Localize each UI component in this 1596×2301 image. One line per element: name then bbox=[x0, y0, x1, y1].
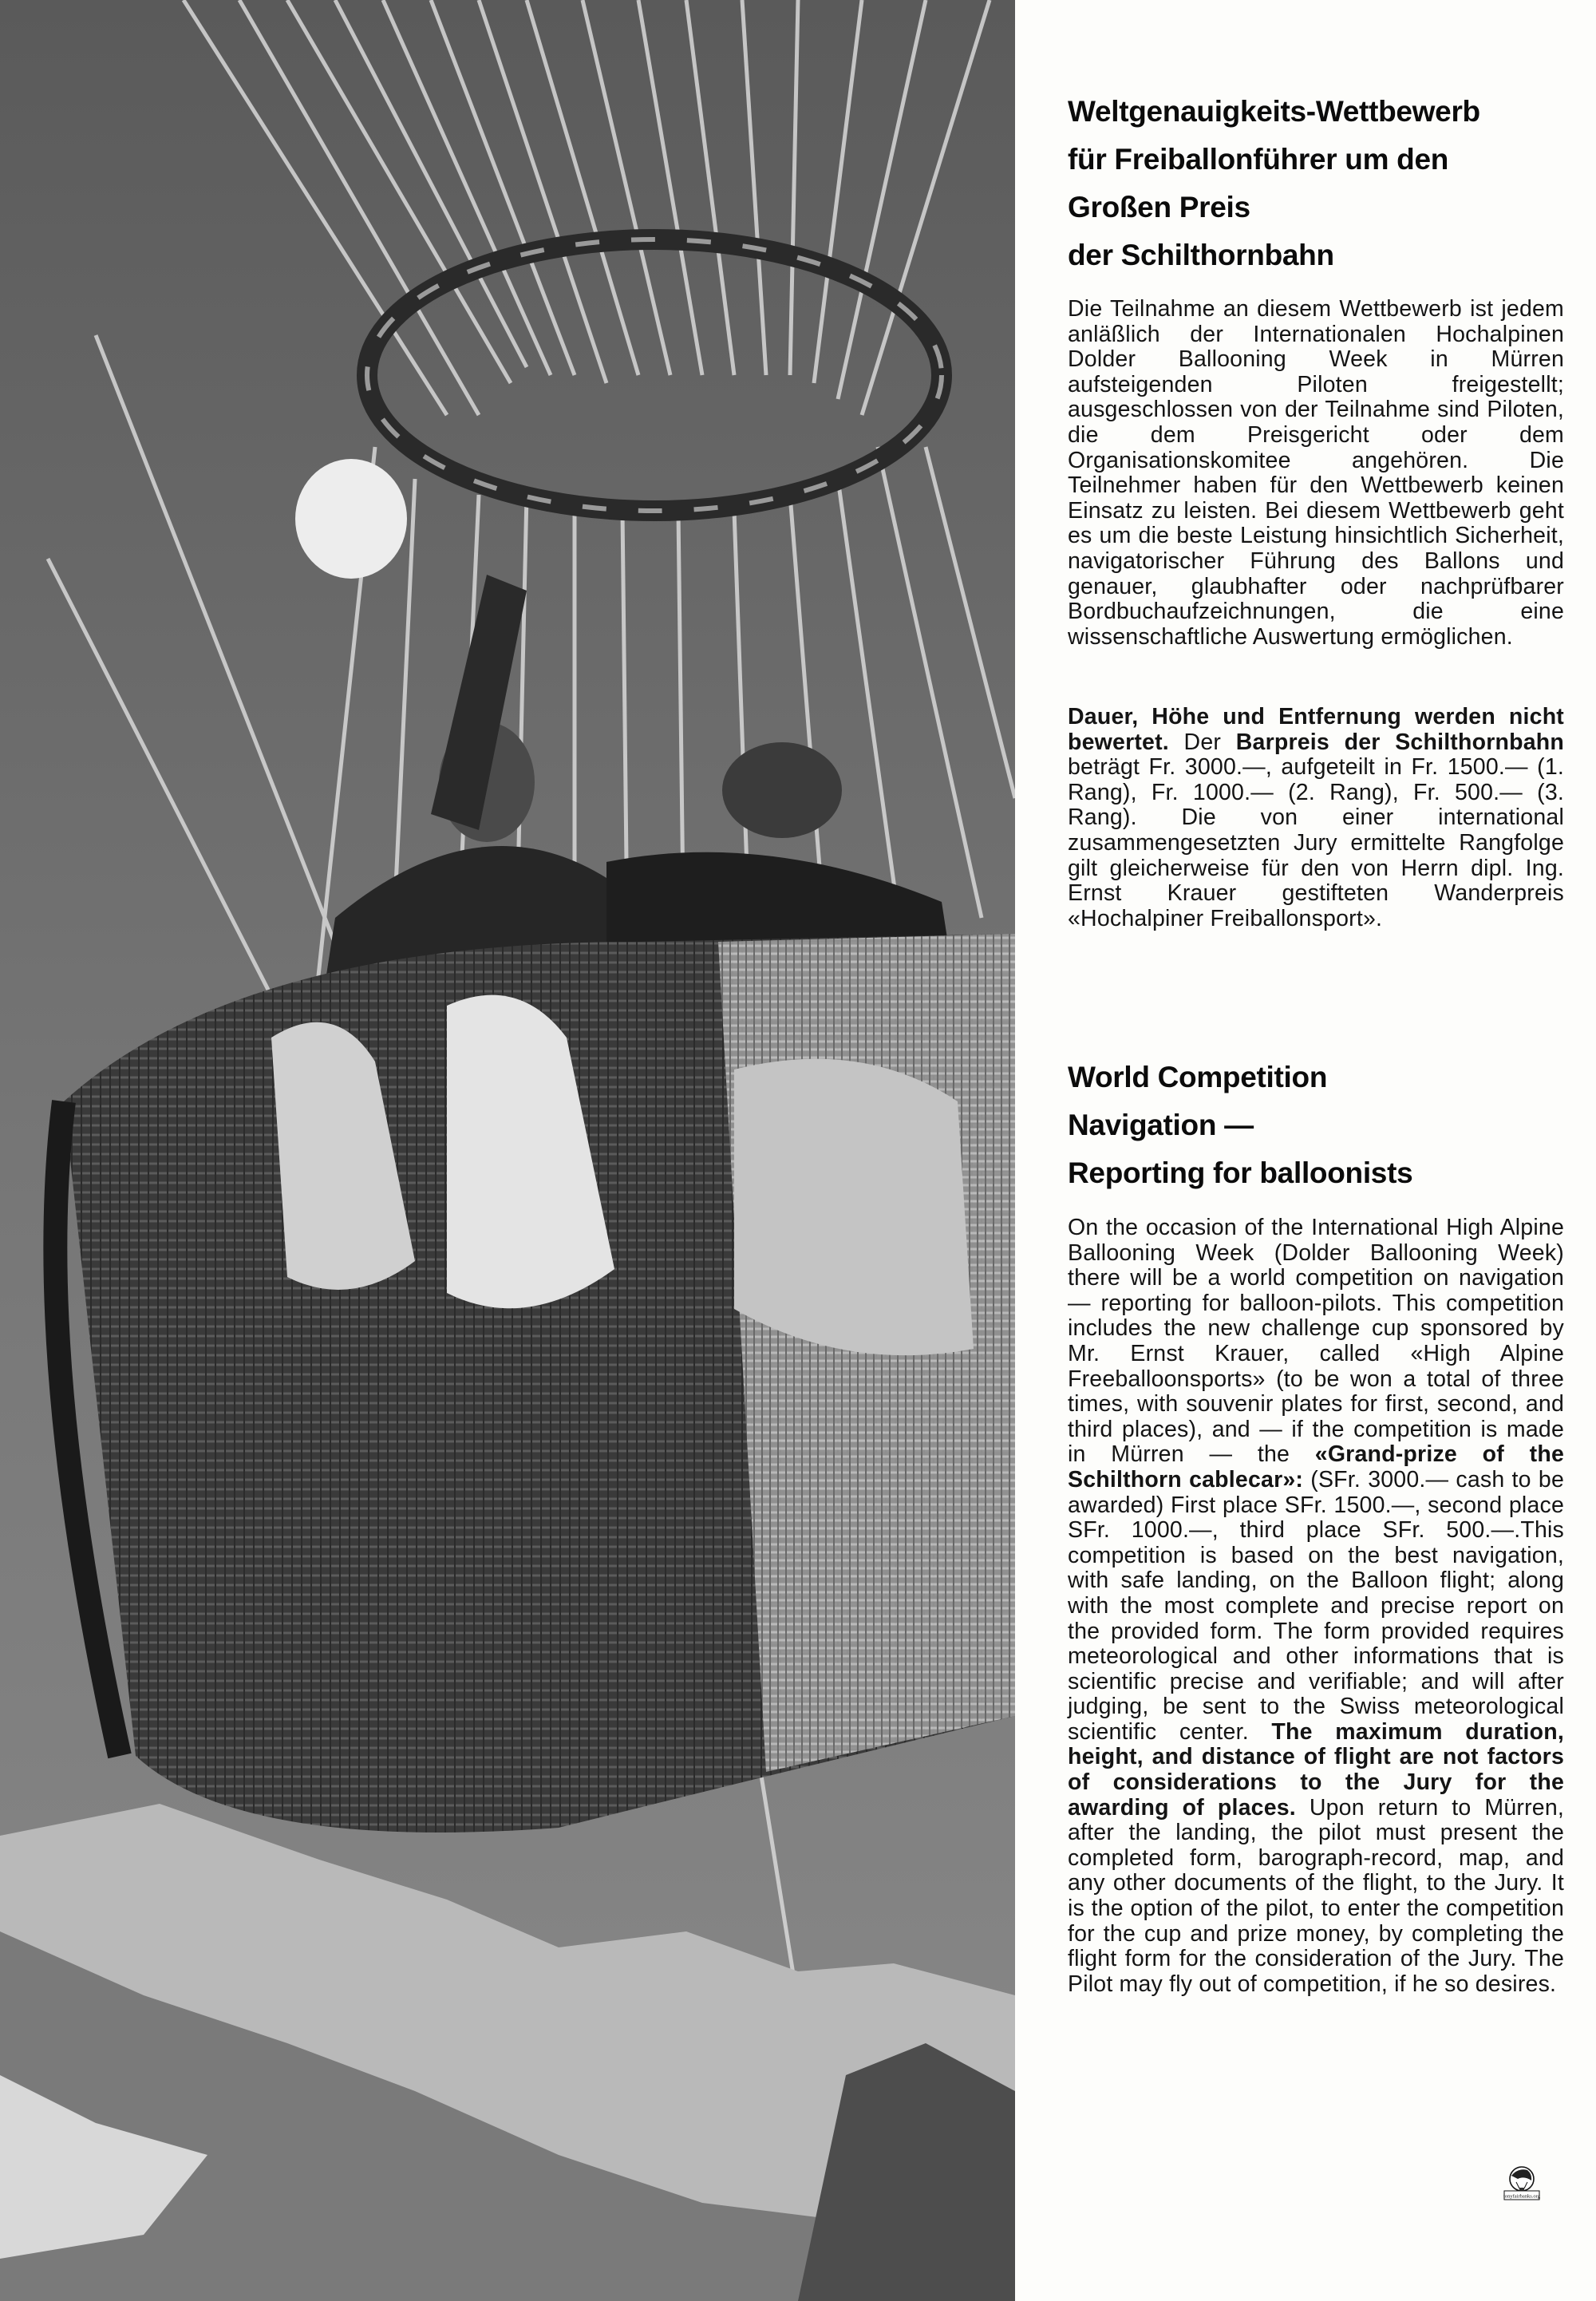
german-paragraph-1: Die Teilnahme an diesem Wettbewerb ist jedem anläßlich der Internationalen Hochalpinen Dolder Ballooning Week in Mürren aufsteigenden Piloten freigestellt; ausgeschlossen von der Teilnahme sind Piloten, die dem Preisgericht oder dem Organisationskomitee angehören. Die Teilnehmer haben für den Wettbewerb keinen Einsatz zu leisten. Bei diesem Wettbewerb geht es um die beste Leistung hinsichtlich Sicherheit, navigatorischer Führung des Ballons und genauer, glaubhafter oder nachprüfbarer Bordbuchaufzeichnungen, die eine wissenschaftliche Auswertung ermöglichen. bbox=[1068, 296, 1564, 650]
german-bold-statement: Dauer, Höhe und Entfernung werden nicht bewertet. bbox=[1068, 704, 1564, 755]
english-heading-line: Navigation — bbox=[1068, 1109, 1254, 1141]
english-text: Upon return to Mürren, after the landing, the pilot must present the completed form, barograph-record, map, and any other documents of the flight, to the Jury. It is the option of the pilot, to enter the competition for the cup and prize money, by completing the flight form for the consideration of the Jury. The Pilot may fly out of competition, if he so desires. bbox=[1068, 1794, 1564, 1997]
tonyfairbanks-logo bbox=[1502, 2165, 1542, 2201]
german-heading-line: für Freiballonführer um den bbox=[1068, 143, 1449, 176]
german-heading-line: Großen Preis bbox=[1068, 191, 1250, 223]
german-bold-prize: Barpreis der Schilthornbahn bbox=[1235, 729, 1564, 755]
german-text: beträgt Fr. 3000.—, aufgeteilt in Fr. 1500.— (1. Rang), Fr. 1000.— (2. Rang), Fr. 500.— (3. Rang). Die von einer international zusammengesetzten Jury ermittelte Rangfolge gilt gleicherweise für den von Herrn dipl. Ing. Ernst Krauer gestifteten Wanderpreis «Hochalpiner Freiballonsport». bbox=[1068, 754, 1564, 931]
german-heading-line: Weltgenauigkeits-Wettbewerb bbox=[1068, 95, 1480, 128]
sandbag-white bbox=[295, 459, 407, 579]
article-column bbox=[1068, 0, 1564, 2301]
english-heading bbox=[1068, 1054, 1578, 1197]
english-bold-prize: «Grand-prize of the Schilthorn cablecar»: bbox=[1068, 1441, 1564, 1492]
german-heading-line: der Schilthornbahn bbox=[1068, 239, 1334, 271]
german-heading bbox=[1068, 88, 1578, 279]
english-text: On the occasion of the International High Alpine Ballooning Week (Dolder Ballooning Week) there will be a world competition on navigation — reporting for balloon-pilots. This competition includes the new challenge cup sponsored by Mr. Ernst Krauer, called «High Alpine Freeballoonsports» (to be won a total of three times, with souvenir plates for first, second, and third places), and — if the competition is made in Mürren — the bbox=[1068, 1215, 1564, 1468]
logo-text: tonyfairbanks.org bbox=[1503, 2193, 1540, 2200]
english-heading-line: Reporting for balloonists bbox=[1068, 1156, 1413, 1189]
english-bold-statement: The maximum duration, height, and distance of flight are not factors of considerations to the Jury for the awarding of places. bbox=[1068, 1718, 1564, 1821]
english-paragraph bbox=[1068, 1216, 1564, 1997]
english-text: (SFr. 3000.— cash to be awarded) First place SFr. 1500.—, second place SFr. 1000.—, third place SFr. 500.—.This competition is based on the best navigation, with safe landing, on the Balloon flight; along with the most complete and precise report on the provided form. The form provided requires meteorological and other informations that is scientific precise and verifiable; and will after judging, be sent to the Swiss meteorological scientific center. bbox=[1068, 1466, 1564, 1745]
german-paragraph-2 bbox=[1068, 705, 1564, 931]
english-heading-line: World Competition bbox=[1068, 1061, 1328, 1093]
german-text: Der bbox=[1168, 729, 1236, 755]
balloon-globe-icon bbox=[1502, 2165, 1542, 2201]
